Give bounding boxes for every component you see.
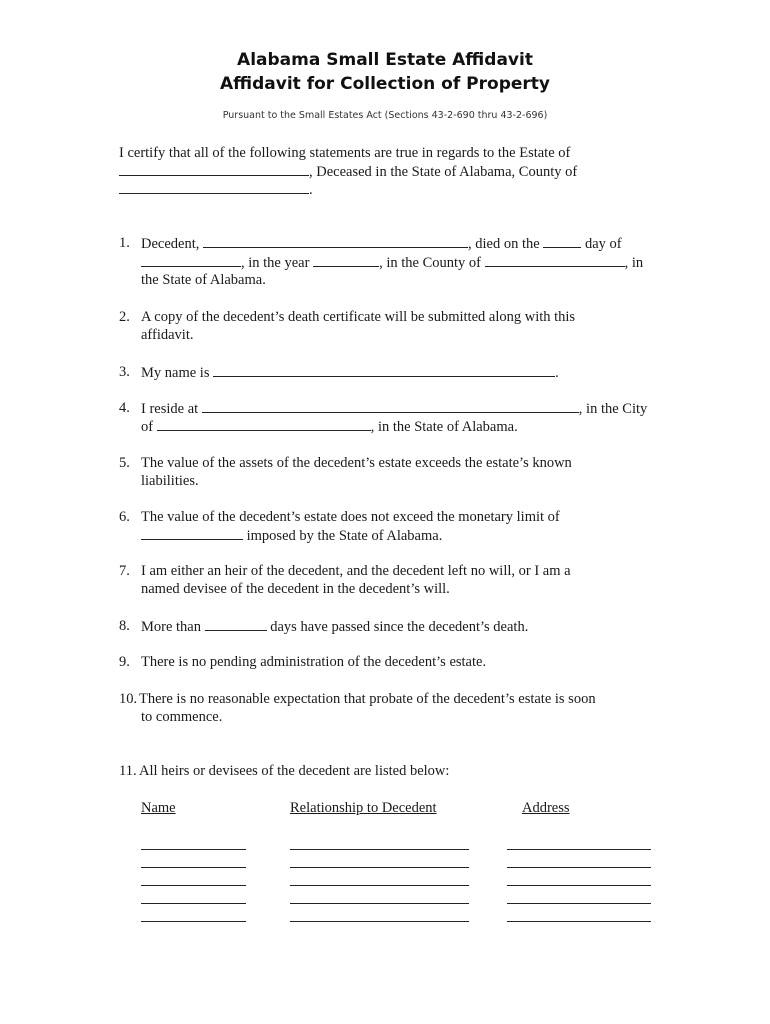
item-number-7: 7. — [119, 563, 130, 579]
item-5-line-2: liabilities. — [141, 473, 199, 489]
heir-relationship-line-4[interactable] — [290, 903, 469, 904]
item-number-2: 2. — [119, 309, 130, 325]
item-11-line-1: All heirs or devisees of the decedent are listed below: — [139, 763, 450, 779]
heir-name-line-3[interactable] — [141, 885, 246, 886]
heir-address-line-1[interactable] — [507, 849, 651, 850]
heir-relationship-line-5[interactable] — [290, 921, 469, 922]
item-5-line-1: The value of the assets of the decedent’s estate exceeds the estate’s known — [141, 455, 572, 471]
document-subtitle-title: Affidavit for Collection of Property — [220, 74, 550, 94]
item-6-line-1: The value of the decedent’s estate does not exceed the monetary limit of — [141, 509, 560, 525]
item-8-line-1: More than days have passed since the decedent’s death. — [141, 619, 529, 635]
county-blank[interactable] — [119, 180, 309, 194]
column-header-relationship: Relationship to Decedent — [290, 800, 437, 816]
days-passed-blank[interactable] — [205, 617, 267, 631]
item-10-line-2: to commence. — [141, 709, 223, 725]
item-number-9: 9. — [119, 654, 130, 670]
item-4-line-2: of , in the State of Alabama. — [141, 419, 518, 435]
item-9-line-1: There is no pending administration of the decedent’s estate. — [141, 654, 487, 670]
heir-relationship-line-1[interactable] — [290, 849, 469, 850]
heir-relationship-line-2[interactable] — [290, 867, 469, 868]
item-1-line-3: the State of Alabama. — [141, 272, 266, 288]
affiant-name-blank[interactable] — [213, 363, 555, 377]
item-3-line-1: My name is . — [141, 365, 559, 381]
death-year-blank[interactable] — [313, 253, 379, 267]
heir-address-line-4[interactable] — [507, 903, 651, 904]
item-number-4: 4. — [119, 400, 130, 416]
document-title: Alabama Small Estate Affidavit — [237, 50, 533, 70]
death-county-blank[interactable] — [485, 253, 625, 267]
statute-reference: Pursuant to the Small Estates Act (Sections 43-2-690 thru 43-2-696) — [222, 110, 548, 121]
item-7-line-2: named devisee of the decedent in the decedent’s will. — [141, 581, 450, 597]
item-number-3: 3. — [119, 364, 130, 380]
item-number-11: 11. — [119, 763, 137, 779]
affiant-city-blank[interactable] — [157, 417, 371, 431]
heir-relationship-line-3[interactable] — [290, 885, 469, 886]
death-month-blank[interactable] — [141, 253, 241, 267]
heir-address-line-3[interactable] — [507, 885, 651, 886]
heir-address-line-2[interactable] — [507, 867, 651, 868]
estate-name-blank[interactable] — [119, 162, 309, 176]
intro-line-1: I certify that all of the following statements are true in regards to the Estate of — [119, 145, 571, 161]
item-7-line-1: I am either an heir of the decedent, and the decedent left no will, or I am a — [141, 563, 571, 579]
intro-line-2: , Deceased in the State of Alabama, County of — [119, 162, 577, 181]
intro-line-3: . — [119, 180, 313, 199]
item-number-1: 1. — [119, 235, 130, 251]
item-2-line-2: affidavit. — [141, 327, 194, 343]
column-header-name: Name — [141, 800, 176, 816]
heir-name-line-2[interactable] — [141, 867, 246, 868]
heir-address-line-5[interactable] — [507, 921, 651, 922]
item-number-8: 8. — [119, 618, 130, 634]
item-1-line-2: , in the year , in the County of , in — [141, 253, 643, 272]
item-number-6: 6. — [119, 509, 130, 525]
heir-name-line-5[interactable] — [141, 921, 246, 922]
column-header-address: Address — [522, 800, 570, 816]
monetary-limit-blank[interactable] — [141, 526, 243, 540]
decedent-name-blank[interactable] — [203, 234, 468, 248]
heir-name-line-4[interactable] — [141, 903, 246, 904]
death-day-blank[interactable] — [543, 234, 581, 248]
affiant-address-blank[interactable] — [202, 399, 579, 413]
item-1-line-1: Decedent, , died on the day of — [141, 236, 622, 252]
item-number-5: 5. — [119, 455, 130, 471]
item-10-line-1: There is no reasonable expectation that probate of the decedent’s estate is soon — [139, 691, 596, 707]
item-6-line-2: imposed by the State of Alabama. — [141, 526, 442, 545]
item-2-line-1: A copy of the decedent’s death certificate will be submitted along with this — [141, 309, 576, 325]
heir-name-line-1[interactable] — [141, 849, 246, 850]
item-4-line-1: I reside at , in the City — [141, 401, 648, 417]
item-number-10: 10. — [119, 691, 138, 707]
